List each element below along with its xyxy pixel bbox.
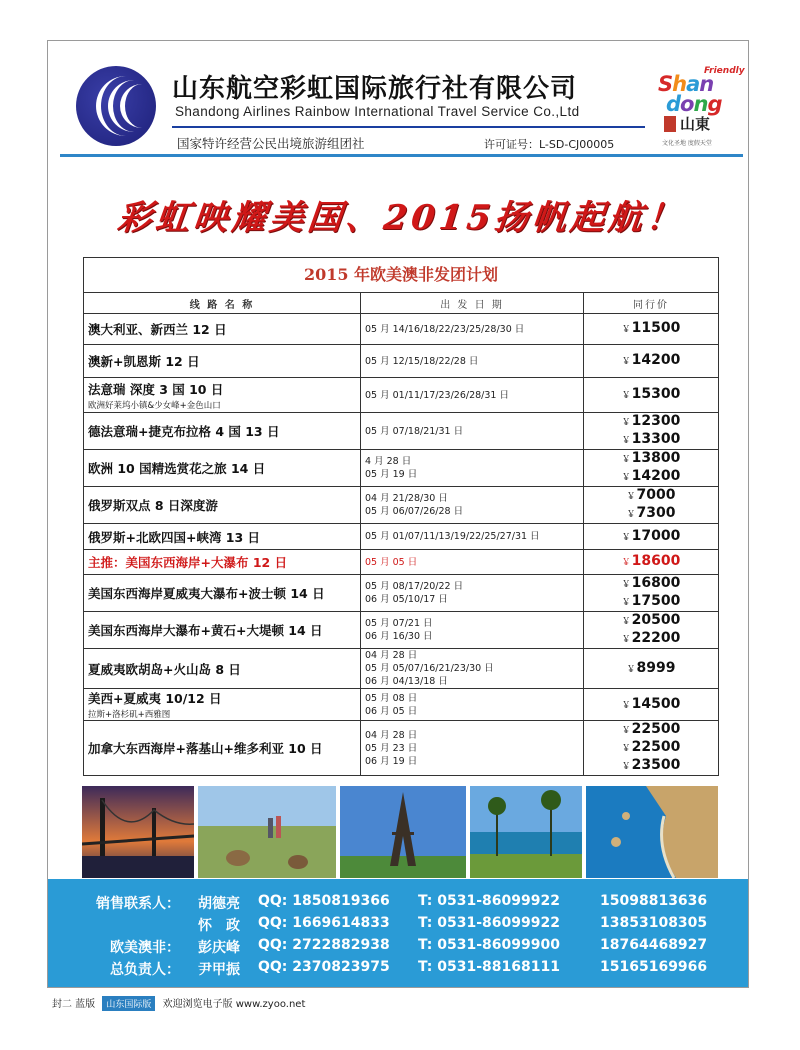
price-value: 14200	[631, 352, 681, 368]
eiffel-tower-image	[340, 786, 466, 878]
route-cell	[84, 612, 361, 649]
schedule-table	[83, 257, 719, 776]
contact-row	[48, 915, 748, 935]
price-cell	[584, 345, 719, 378]
route-cell	[84, 378, 361, 413]
price-value: 14200	[631, 468, 681, 484]
price-value: 16800	[631, 575, 681, 591]
route-name: 主推：美国东西海岸+大瀑布 12 日	[88, 555, 288, 570]
dates-cell	[361, 612, 584, 649]
contact-row	[48, 937, 748, 957]
route-name: 澳新+凯恩斯 12 日	[88, 354, 200, 369]
price-value: 15300	[631, 386, 681, 402]
price-value: 17000	[631, 527, 681, 544]
contact-row	[48, 893, 748, 913]
departure-date: 05 月 07/18/21/31 日	[365, 425, 464, 437]
header-dates: 出 发 日 期	[361, 293, 584, 314]
currency-symbol: ￥	[621, 436, 631, 446]
seal-stamp-icon	[664, 116, 676, 132]
price-value: 13800	[631, 450, 681, 466]
table-row	[84, 550, 718, 575]
contact-row	[48, 959, 748, 979]
route-cell	[84, 649, 361, 689]
slogan-title: 彩虹映耀美国、2015扬帆起航！	[115, 198, 687, 238]
currency-symbol: ￥	[621, 762, 631, 772]
contact-tel[interactable]: T: 0531-86099900	[418, 937, 560, 953]
currency-symbol: ￥	[621, 635, 631, 645]
currency-symbol: ￥	[621, 617, 631, 627]
dates-cell	[361, 721, 584, 776]
price-value: 20500	[631, 612, 681, 628]
price-cell	[584, 378, 719, 413]
route-name: 美国东西海岸夏威夷大瀑布+波士顿 14 日	[88, 586, 325, 601]
price-value: 12300	[631, 413, 681, 429]
departure-date: 05 月 07/21 日	[365, 618, 433, 629]
currency-symbol: ￥	[621, 580, 631, 590]
price-cell	[584, 689, 719, 721]
rainbow-logo-icon	[76, 66, 156, 146]
price-cell	[584, 575, 719, 612]
departure-date: 06 月 19 日	[365, 755, 418, 767]
price-value: 22500	[631, 739, 681, 755]
golden-gate-bridge-image	[82, 786, 194, 878]
departure-date: 05 月 01/07/11/13/19/22/25/27/31 日	[365, 531, 540, 542]
route-cell	[84, 413, 361, 450]
contact-role: 总负责人：	[110, 962, 180, 978]
departure-date: 05 月 08/17/20/22 日	[365, 581, 464, 592]
contact-name: 胡德亮	[198, 896, 240, 912]
departure-date: 05 月 08 日	[365, 692, 418, 704]
footer-site[interactable]: 欢迎浏览电子版 www.zyoo.net	[162, 999, 306, 1010]
departure-date: 4 月 28 日	[365, 456, 412, 467]
departure-date: 05 月 14/16/18/22/23/25/28/30 日	[365, 323, 525, 335]
departure-date: 06 月 05 日	[365, 705, 418, 717]
contact-mobile[interactable]: 13853108305	[600, 915, 708, 931]
dates-cell	[361, 413, 584, 450]
currency-symbol: ￥	[621, 558, 631, 568]
table-row	[84, 721, 718, 776]
contact-tel[interactable]: T: 0531-86099922	[418, 893, 560, 909]
table-row	[84, 524, 718, 550]
price-value: 22200	[631, 630, 681, 646]
brand-cn: 山東	[680, 115, 711, 133]
price-value: 22500	[631, 721, 681, 737]
dates-cell	[361, 550, 584, 575]
dates-cell	[361, 378, 584, 413]
departure-date: 05 月 05/07/16/21/23/30 日	[365, 663, 494, 674]
table-row	[84, 345, 718, 378]
route-name: 美国东西海岸大瀑布+黄石+大堤顿 14 日	[88, 623, 323, 638]
dates-cell	[361, 575, 584, 612]
departure-date: 05 月 23 日	[365, 742, 418, 754]
kangaroos-image	[198, 786, 336, 878]
route-cell	[84, 345, 361, 378]
currency-symbol: ￥	[626, 492, 636, 502]
contact-tel[interactable]: T: 0531-88168111	[418, 959, 560, 975]
price-value: 18600	[631, 553, 681, 569]
currency-symbol: ￥	[621, 726, 631, 736]
price-cell	[584, 524, 719, 550]
brand-word-shan: Shan	[658, 72, 714, 96]
header-divider	[172, 126, 645, 128]
contact-qq[interactable]: QQ: 1669614833	[258, 915, 390, 931]
footer	[52, 995, 305, 1011]
price-cell	[584, 550, 719, 575]
price-cell	[584, 487, 719, 524]
table-row	[84, 649, 718, 689]
departure-date: 06 月 05/10/17 日	[365, 594, 448, 605]
dates-cell	[361, 450, 584, 487]
departure-date: 05 月 06/07/26/28 日	[365, 506, 464, 517]
route-cell	[84, 550, 361, 575]
contact-tel[interactable]: T: 0531-86099922	[418, 915, 560, 931]
price-value: 8999	[636, 659, 676, 676]
coastal-cliffs-image	[586, 786, 718, 878]
tropical-beach-image	[470, 786, 582, 878]
currency-symbol: ￥	[626, 664, 636, 675]
departure-date: 05 月 19 日	[365, 469, 418, 480]
price-cell	[584, 721, 719, 776]
currency-symbol: ￥	[621, 418, 631, 428]
currency-symbol: ￥	[621, 744, 631, 754]
currency-symbol: ￥	[621, 391, 631, 401]
contact-role: 欧美澳非：	[110, 940, 180, 956]
route-name: 俄罗斯+北欧四国+峡湾 13 日	[88, 529, 261, 545]
contact-band	[48, 879, 748, 987]
departure-date: 05 月 01/11/17/23/26/28/31 日	[365, 389, 509, 401]
table-row	[84, 487, 718, 524]
route-name: 澳大利亚、新西兰 12 日	[88, 322, 227, 337]
photo-strip	[82, 786, 718, 878]
table-row	[84, 450, 718, 487]
contact-mobile[interactable]: 15165169966	[600, 959, 708, 975]
table-header-row	[84, 293, 718, 314]
contact-qq[interactable]: QQ: 1850819366	[258, 893, 390, 909]
currency-symbol: ￥	[621, 532, 631, 543]
route-name: 夏威夷欧胡岛+火山岛 8 日	[88, 661, 241, 677]
price-value: 23500	[631, 757, 681, 773]
currency-symbol: ￥	[621, 325, 631, 335]
currency-symbol: ￥	[621, 473, 631, 483]
route-name: 法意瑞 深度 3 国 10 日	[88, 381, 224, 397]
dates-cell	[361, 524, 584, 550]
route-subtitle: 拉斯+洛杉矶+西雅图	[88, 710, 171, 720]
departure-date: 04 月 28 日	[365, 729, 418, 741]
contact-name: 尹甲振	[198, 962, 240, 978]
dates-cell	[361, 487, 584, 524]
price-value: 14500	[631, 695, 681, 712]
footer-edition-tag: 山东国际版	[102, 996, 155, 1011]
table-row	[84, 612, 718, 649]
route-name: 德法意瑞+捷克布拉格 4 国 13 日	[88, 424, 280, 439]
table-row	[84, 413, 718, 450]
price-cell	[584, 314, 719, 345]
footer-page: 封二 蓝版	[52, 999, 96, 1010]
contact-name: 彭庆峰	[198, 940, 240, 956]
contact-qq[interactable]: QQ: 2370823975	[258, 959, 390, 975]
departure-date: 06 月 16/30 日	[365, 631, 433, 642]
route-name: 俄罗斯双点 8 日深度游	[88, 498, 218, 513]
company-name-cn: 山东航空彩虹国际旅行社有限公司	[172, 74, 578, 104]
contact-mobile[interactable]: 15098813636	[600, 893, 708, 909]
price-cell	[584, 413, 719, 450]
contact-mobile[interactable]: 18764468927	[600, 937, 708, 953]
price-cell	[584, 612, 719, 649]
company-name-en: Shandong Airlines Rainbow International Travel Service Co.,Ltd	[175, 104, 580, 119]
price-value: 17500	[631, 593, 681, 609]
table-row	[84, 314, 718, 345]
price-value: 13300	[631, 431, 681, 447]
route-cell	[84, 689, 361, 721]
price-value: 7300	[636, 505, 676, 521]
currency-symbol: ￥	[626, 510, 636, 520]
currency-symbol: ￥	[621, 700, 631, 711]
license-number: 许可证号：L-SD-CJ00005	[484, 138, 615, 151]
departure-date: 05 月 12/15/18/22/28 日	[365, 355, 479, 367]
header-price: 同行价	[584, 293, 719, 314]
route-subtitle: 欧洲好莱坞小镇&少女峰+金色山口	[88, 400, 221, 411]
currency-symbol: ￥	[621, 357, 631, 367]
contact-role: 销售联系人：	[96, 896, 180, 912]
route-cell	[84, 524, 361, 550]
dates-cell	[361, 345, 584, 378]
route-name: 加拿大东西海岸+落基山+维多利亚 10 日	[88, 741, 323, 756]
table-title: 2015 年欧美澳非发团计划	[84, 258, 718, 293]
dates-cell	[361, 689, 584, 721]
route-name: 美西+夏威夷 10/12 日	[88, 691, 222, 706]
table-row	[84, 378, 718, 413]
license-description: 国家特许经营公民出境旅游组团社	[177, 136, 365, 151]
departure-date: 05 月 05 日	[365, 556, 418, 568]
departure-date: 04 月 21/28/30 日	[365, 493, 448, 504]
table-row	[84, 575, 718, 612]
price-cell	[584, 649, 719, 689]
currency-symbol: ￥	[621, 455, 631, 465]
departure-date: 06 月 04/13/18 日	[365, 676, 448, 687]
route-cell	[84, 487, 361, 524]
table-row	[84, 689, 718, 721]
shandong-brand-logo	[656, 66, 748, 156]
route-cell	[84, 450, 361, 487]
currency-symbol: ￥	[621, 598, 631, 608]
route-cell	[84, 575, 361, 612]
price-value: 11500	[631, 320, 681, 336]
brand-word-dong: dong	[666, 92, 722, 116]
header-rule	[60, 154, 743, 157]
dates-cell	[361, 314, 584, 345]
header-route: 线 路 名 称	[84, 293, 361, 314]
route-name: 欧洲 10 国精选赏花之旅 14 日	[88, 461, 266, 476]
departure-date: 04 月 28 日	[365, 650, 418, 661]
route-cell	[84, 314, 361, 345]
contact-name: 怀 政	[198, 918, 240, 934]
brand-tagline: 文化圣地 度假天堂	[662, 140, 712, 147]
dates-cell	[361, 649, 584, 689]
price-value: 7000	[636, 487, 676, 503]
brand-friendly: Friendly	[704, 66, 745, 76]
contact-qq[interactable]: QQ: 2722882938	[258, 937, 390, 953]
route-cell	[84, 721, 361, 776]
price-cell	[584, 450, 719, 487]
